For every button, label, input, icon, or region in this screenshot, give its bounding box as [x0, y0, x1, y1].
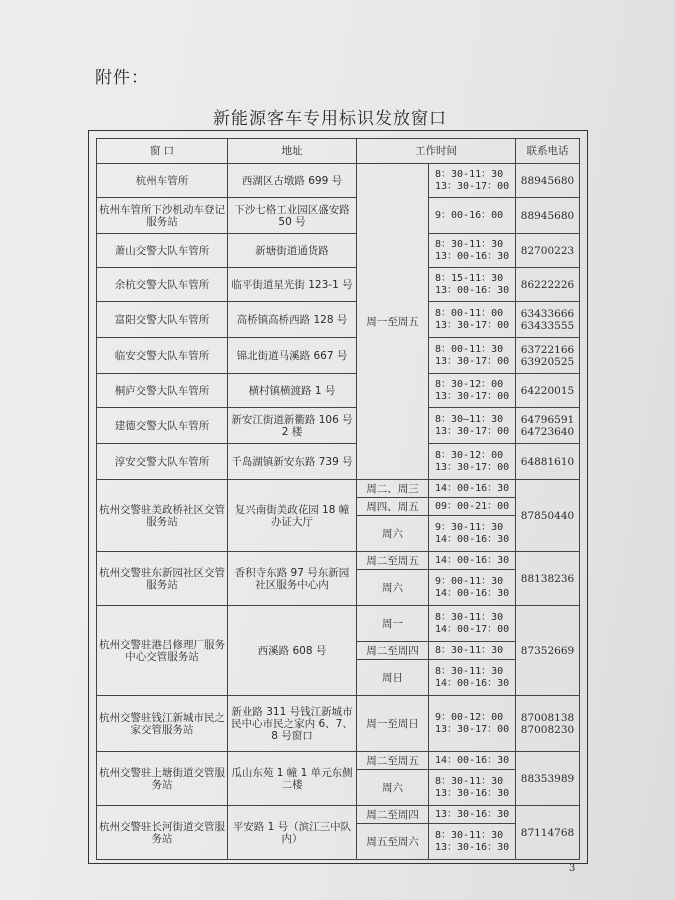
text-line: 9：00-16：00 [435, 209, 504, 221]
header-address: 地址 [228, 139, 357, 164]
text-line: 14：00-16：30 [435, 482, 510, 494]
working-hours [429, 752, 516, 770]
service-window-table [96, 138, 580, 860]
table-row [97, 234, 580, 268]
text-line: 13：30-17：00 [435, 355, 510, 367]
text-line: 63433555 [520, 319, 575, 332]
text-line: 8：30-12：00 [435, 449, 504, 461]
working-days: 周二、周三 [357, 480, 429, 498]
working-hours [429, 498, 516, 516]
phone-number [516, 552, 580, 606]
text-line: 14：00-16：30 [435, 533, 510, 545]
text-line: 13：30-16：30 [435, 808, 510, 820]
phone-number [516, 164, 580, 198]
text-line: 88945680 [520, 209, 575, 222]
text-line: 63920525 [520, 355, 575, 368]
address: 临平街道星光街 123-1 号 [228, 268, 357, 302]
text-line: 64796591 [520, 413, 575, 426]
window-name: 萧山交警大队车管所 [97, 234, 228, 268]
working-days: 周四、周五 [357, 498, 429, 516]
address: 下沙七格工业园区盛安路 50 号 [228, 198, 357, 234]
working-hours [429, 570, 516, 606]
text-line: 13：30-17：00 [435, 180, 510, 192]
text-line: 14：00-17：00 [435, 623, 510, 635]
table-row [97, 338, 580, 374]
text-line: 13：30-17：00 [435, 461, 510, 473]
window-name: 余杭交警大队车管所 [97, 268, 228, 302]
window-name: 建德交警大队车管所 [97, 408, 228, 444]
address: 西溪路 608 号 [228, 606, 357, 696]
phone-number [516, 198, 580, 234]
working-days: 周日 [357, 660, 429, 696]
text-line: 8：00-11：30 [435, 343, 504, 355]
text-line: 8：30-11：30 [435, 829, 504, 841]
text-line: 64220015 [520, 384, 575, 397]
phone-number [516, 268, 580, 302]
window-name: 桐庐交警大队车管所 [97, 374, 228, 408]
window-name: 杭州交警驻上塘街道交管服务站 [97, 752, 228, 806]
working-hours [429, 696, 516, 752]
phone-number [516, 408, 580, 444]
text-line: 13：30-16：30 [435, 841, 510, 853]
working-hours [429, 516, 516, 552]
phone-number [516, 302, 580, 338]
address: 千岛湖镇新安东路 739 号 [228, 444, 357, 480]
text-line: 9：30-11：30 [435, 521, 504, 533]
phone-number [516, 752, 580, 806]
table-header-row [97, 139, 580, 164]
table-row [97, 374, 580, 408]
window-name: 杭州车管所下沙机动车登记服务站 [97, 198, 228, 234]
window-name: 杭州交警驻东新园社区交管服务站 [97, 552, 228, 606]
address: 西湖区古墩路 699 号 [228, 164, 357, 198]
table-row [97, 408, 580, 444]
address: 瓜山东苑 1 幢 1 单元东侧二楼 [228, 752, 357, 806]
text-line: 87850440 [520, 509, 575, 522]
text-line: 8：30-11：30 [435, 168, 504, 180]
text-line: 87114768 [520, 826, 575, 839]
text-line: 8：30-11：30 [435, 611, 504, 623]
working-hours [429, 444, 516, 480]
page-title: 新能源客车专用标识发放窗口 [213, 109, 447, 129]
table-row [97, 198, 580, 234]
text-line: 88945680 [520, 174, 575, 187]
header-hours: 工作时间 [357, 139, 516, 164]
working-days: 周二至周四 [357, 806, 429, 824]
table-row [97, 480, 580, 498]
working-hours [429, 806, 516, 824]
table-row [97, 444, 580, 480]
address: 平安路 1 号（滨江三中队内） [228, 806, 357, 860]
working-hours [429, 824, 516, 860]
text-line: 82700223 [520, 244, 575, 257]
working-days: 周五至周六 [357, 824, 429, 860]
table-row [97, 552, 580, 570]
phone-number [516, 374, 580, 408]
text-line: 87008230 [520, 723, 575, 736]
text-line: 13：30-17：00 [435, 723, 510, 735]
window-name: 富阳交警大队车管所 [97, 302, 228, 338]
working-hours [429, 338, 516, 374]
text-line: 09：00-21：00 [435, 500, 510, 512]
window-name: 临安交警大队车管所 [97, 338, 228, 374]
window-name: 杭州交警驻美政桥社区交管服务站 [97, 480, 228, 552]
page-number: 3 [569, 863, 576, 874]
working-hours [429, 642, 516, 660]
working-hours [429, 164, 516, 198]
text-line: 9：00-11：30 [435, 575, 504, 587]
text-line: 13：30-16：30 [435, 787, 510, 799]
phone-number [516, 696, 580, 752]
address: 香积寺东路 97 号东新园社区服务中心内 [228, 552, 357, 606]
text-line: 13：30-17：00 [435, 319, 510, 331]
working-days: 周二至周五 [357, 552, 429, 570]
table-row [97, 164, 580, 198]
text-line: 13：00-16：30 [435, 284, 510, 296]
text-line: 88138236 [520, 572, 575, 585]
address: 新塘街道通货路 [228, 234, 357, 268]
text-line: 13：00-16：30 [435, 250, 510, 262]
working-days: 周一 [357, 606, 429, 642]
working-hours [429, 480, 516, 498]
table-row [97, 606, 580, 642]
phone-number [516, 480, 580, 552]
text-line: 8：30-11：30 [435, 644, 504, 656]
header-window: 窗 口 [97, 139, 228, 164]
working-days: 周六 [357, 570, 429, 606]
table-row [97, 302, 580, 338]
address: 新安江街道新衢路 106 号 2 楼 [228, 408, 357, 444]
phone-number [516, 338, 580, 374]
working-hours [429, 302, 516, 338]
table-row [97, 752, 580, 770]
text-line: 14：00-16：30 [435, 554, 510, 566]
text-line: 8：00-11：00 [435, 307, 504, 319]
text-line: 86222226 [520, 278, 575, 291]
text-line: 64881610 [520, 455, 575, 468]
working-days: 周二至周五 [357, 752, 429, 770]
text-line: 13：30-17：00 [435, 390, 510, 402]
text-line: 64723640 [520, 425, 575, 438]
address: 新业路 311 号钱江新城市民中心市民之家内 6、7、8 号窗口 [228, 696, 357, 752]
address: 复兴南街美政花园 18 幢办证大厅 [228, 480, 357, 552]
text-line: 88353989 [520, 772, 575, 785]
working-hours [429, 770, 516, 806]
text-line: 87352669 [520, 644, 575, 657]
working-days: 周六 [357, 516, 429, 552]
window-name: 杭州交警驻长河街道交管服务站 [97, 806, 228, 860]
phone-number [516, 234, 580, 268]
working-hours [429, 660, 516, 696]
text-line: 9：00-12：00 [435, 711, 504, 723]
address: 高桥镇高桥西路 128 号 [228, 302, 357, 338]
working-hours [429, 606, 516, 642]
working-hours [429, 374, 516, 408]
window-name: 杭州交警驻港吕修理厂服务中心交管服务站 [97, 606, 228, 696]
table-row [97, 806, 580, 824]
working-hours [429, 268, 516, 302]
text-line: 14：00-16：30 [435, 754, 510, 766]
window-name: 杭州交警驻钱江新城市民之家交管服务站 [97, 696, 228, 752]
text-line: 8：30-11：30 [435, 775, 504, 787]
phone-number [516, 444, 580, 480]
text-line: 8：30-11：30 [435, 238, 504, 250]
phone-number [516, 806, 580, 860]
window-name: 淳安交警大队车管所 [97, 444, 228, 480]
weekday-range: 周一至周五 [357, 164, 429, 480]
working-hours [429, 234, 516, 268]
table-row [97, 268, 580, 302]
text-line: 63722166 [520, 343, 575, 356]
window-name: 杭州车管所 [97, 164, 228, 198]
working-days: 周六 [357, 770, 429, 806]
attachment-label: 附件： [95, 68, 149, 88]
text-line: 63433666 [520, 307, 575, 320]
working-hours [429, 198, 516, 234]
text-line: 8：30-11：30 [435, 665, 504, 677]
working-days: 周一至周日 [357, 696, 429, 752]
text-line: 8：15-11：30 [435, 272, 504, 284]
text-line: 87008138 [520, 711, 575, 724]
header-phone: 联系电话 [516, 139, 580, 164]
text-line: 14：00-16：30 [435, 677, 510, 689]
working-hours [429, 552, 516, 570]
text-line: 14：00-16：30 [435, 587, 510, 599]
phone-number [516, 606, 580, 696]
address: 横村镇横渡路 1 号 [228, 374, 357, 408]
table-row [97, 696, 580, 752]
address: 锦北街道马溪路 667 号 [228, 338, 357, 374]
text-line: 8：30—11：30 [435, 413, 504, 425]
text-line: 13：30-17：00 [435, 425, 510, 437]
text-line: 8：30-12：00 [435, 378, 504, 390]
working-days: 周二至周四 [357, 642, 429, 660]
working-hours [429, 408, 516, 444]
